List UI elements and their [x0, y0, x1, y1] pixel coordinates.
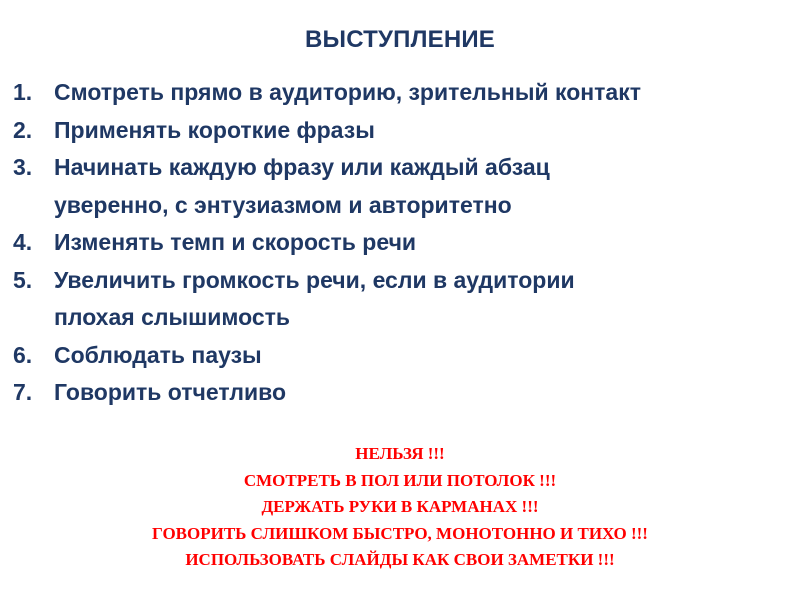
list-item — [0, 149, 800, 224]
item-line: Говорить отчетливо — [54, 379, 286, 405]
item-number: 5. — [13, 266, 33, 293]
item-line: Применять короткие фразы — [54, 116, 375, 143]
item-number: 6. — [13, 341, 33, 368]
item-text — [54, 74, 784, 112]
list-item — [0, 374, 800, 412]
warning-line: ДЕРЖАТЬ РУКИ В КАРМАНАХ !!! — [261, 497, 539, 516]
item-line: Изменять темп и скорость речи — [54, 229, 417, 255]
item-line: Соблюдать паузы — [54, 341, 262, 368]
item-text — [54, 374, 784, 412]
item-line: плохая слышимость — [54, 304, 291, 330]
list-item — [0, 262, 800, 337]
item-number: 3. — [13, 154, 33, 180]
item-number: 2. — [13, 116, 33, 143]
warning-line: ИСПОЛЬЗОВАТЬ СЛАЙДЫ КАК СВОИ ЗАМЕТКИ !!! — [185, 550, 615, 569]
item-line: уверенно, с энтузиазмом и авторитетно — [54, 191, 512, 218]
item-line: Увеличить громкость речи, если в аудитории — [54, 266, 575, 293]
warning-heading: НЕЛЬЗЯ !!! — [355, 444, 445, 463]
warning-line: ГОВОРИТЬ СЛИШКОМ БЫСТРО, МОНОТОННО И ТИХО !!! — [152, 523, 648, 543]
item-number: 1. — [13, 79, 33, 105]
item-text — [54, 262, 784, 337]
item-text — [54, 112, 784, 150]
slide-title: ВЫСТУПЛЕНИЕ — [304, 26, 496, 53]
item-line: Смотреть прямо в аудиторию, зрительный контакт — [54, 79, 641, 105]
list-item — [0, 74, 800, 112]
item-number: 7. — [13, 379, 33, 405]
warning-block — [0, 441, 800, 574]
item-number: 4. — [13, 229, 33, 255]
numbered-list — [0, 74, 800, 412]
item-text — [54, 224, 784, 262]
list-item — [0, 112, 800, 150]
item-line: Начинать каждую фразу или каждый абзац — [54, 154, 550, 180]
item-text — [54, 149, 784, 224]
list-item — [0, 337, 800, 375]
warning-line: СМОТРЕТЬ В ПОЛ ИЛИ ПОТОЛОК !!! — [243, 470, 557, 490]
item-text — [54, 337, 784, 375]
list-item — [0, 224, 800, 262]
